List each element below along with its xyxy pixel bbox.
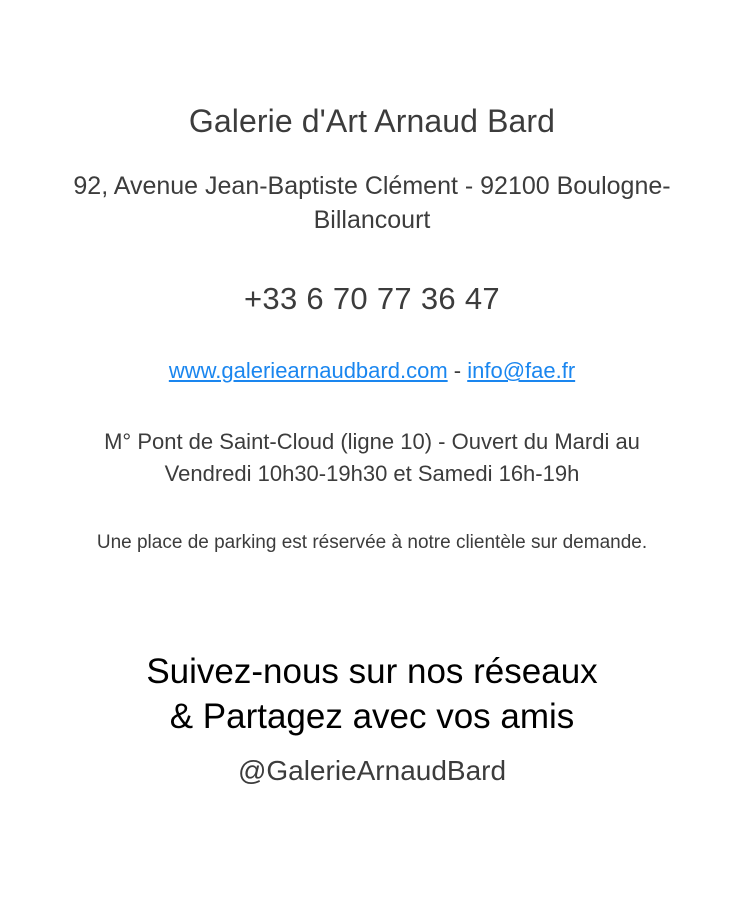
link-separator: - — [447, 358, 468, 384]
contact-links — [169, 357, 575, 386]
follow-us-line-2: & Partagez avec vos amis — [169, 697, 575, 737]
opening-hours: M° Pont de Saint-Cloud (ligne 10) - Ouvert du Mardi au Vendredi 10h30-19h30 et Samedi 16h-19h — [104, 428, 640, 486]
parking-note: Une place de parking est réservée à notre clientèle sur demande. — [96, 531, 648, 553]
website-link[interactable]: www.galeriearnaudbard.com — [168, 358, 448, 384]
social-handle: @GalerieArnaudBard — [237, 754, 507, 786]
gallery-phone: +33 6 70 77 36 47 — [244, 280, 500, 316]
follow-us-heading — [146, 649, 597, 740]
email-link[interactable]: info@fae.fr — [467, 358, 576, 384]
page-title: Galerie d'Art Arnaud Bard — [188, 103, 556, 139]
gallery-address: 92, Avenue Jean-Baptiste Clément - 92100 Boulogne-Billancourt — [73, 172, 671, 235]
follow-us-line-1: Suivez-nous sur nos réseaux — [146, 651, 598, 691]
